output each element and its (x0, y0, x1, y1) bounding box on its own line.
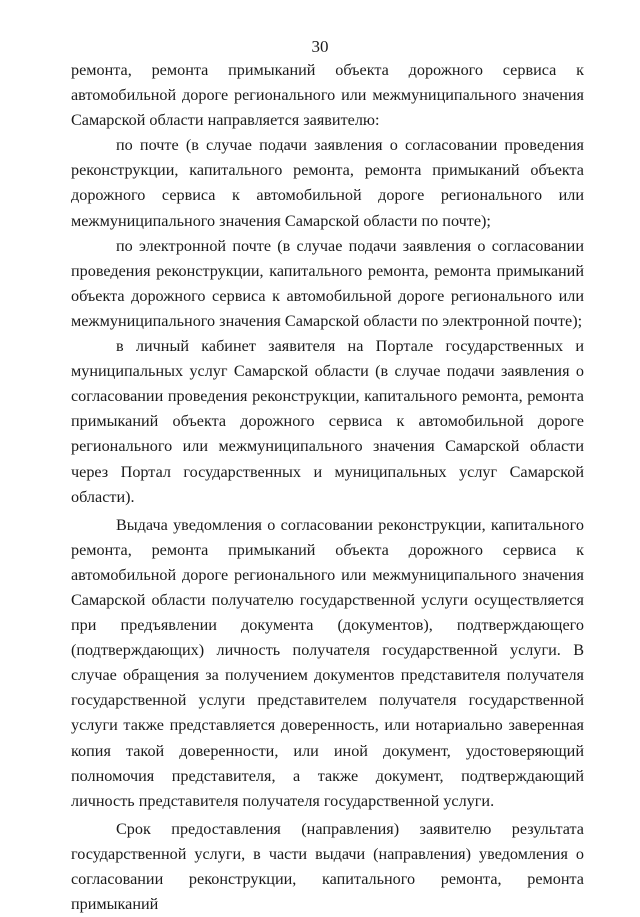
paragraph-by-email: по электронной почте (в случае подачи заявления о согласовании проведения реконструкции, капитального ремонта, ремонта примыканий объекта дорожного сервиса к автомобильной дороге регионального или межмуниципального значения Самарской области по электронной почте); (71, 236, 584, 330)
paragraph-personal-account: в личный кабинет заявителя на Портале государственных и муниципальных услуг Самарской области (в случае подачи заявления о согласовании проведения реконструкции, капитального ремонта, ремонта примыканий объекта дорожного сервиса к автомобильной дороге регионального или межмуниципального значения Самарской области через Портал государственных и муниципальных услуг Самарской области). (71, 337, 584, 506)
paragraph-continuation: ремонта, ремонта примыканий объекта дорожного сервиса к автомобильной дороге регионального или межмуниципального значения Самарской области направляется заявителю: (71, 61, 584, 130)
page-number: 30 (311, 37, 329, 56)
paragraph-by-post: по почте (в случае подачи заявления о согласовании проведения реконструкции, капитального ремонта, ремонта примыканий объекта дорожного сервиса к автомобильной дороге регионального или межмуниципального значения Самарской области по почте); (71, 136, 584, 230)
document-body (71, 58, 584, 917)
paragraph-issuance: Выдача уведомления о согласовании реконструкции, капитального ремонта, ремонта примыканий объекта дорожного сервиса к автомобильной дороге регионального или межмуниципального значения Самарской области получателю государственной услуги осуществляется при предъявлении документа (документов), подтверждающего (подтверждающих) личность получателя государственной услуги. В случае обращения за получением документов представителя получателя государственной услуги представителем получателя государственной услуги также представляется доверенность, или нотариально заверенная копия такой доверенности, или иной документ, удостоверяющий полномочия представителя, а также документ, подтверждающий личность представителя получателя государственной услуги. (71, 515, 584, 810)
paragraph-term: Срок предоставления (направления) заявителю результата государственной услуги, в части выдачи (направления) уведомления о согласовании реконструкции, капитального ремонта, ремонта примыканий (71, 819, 584, 914)
